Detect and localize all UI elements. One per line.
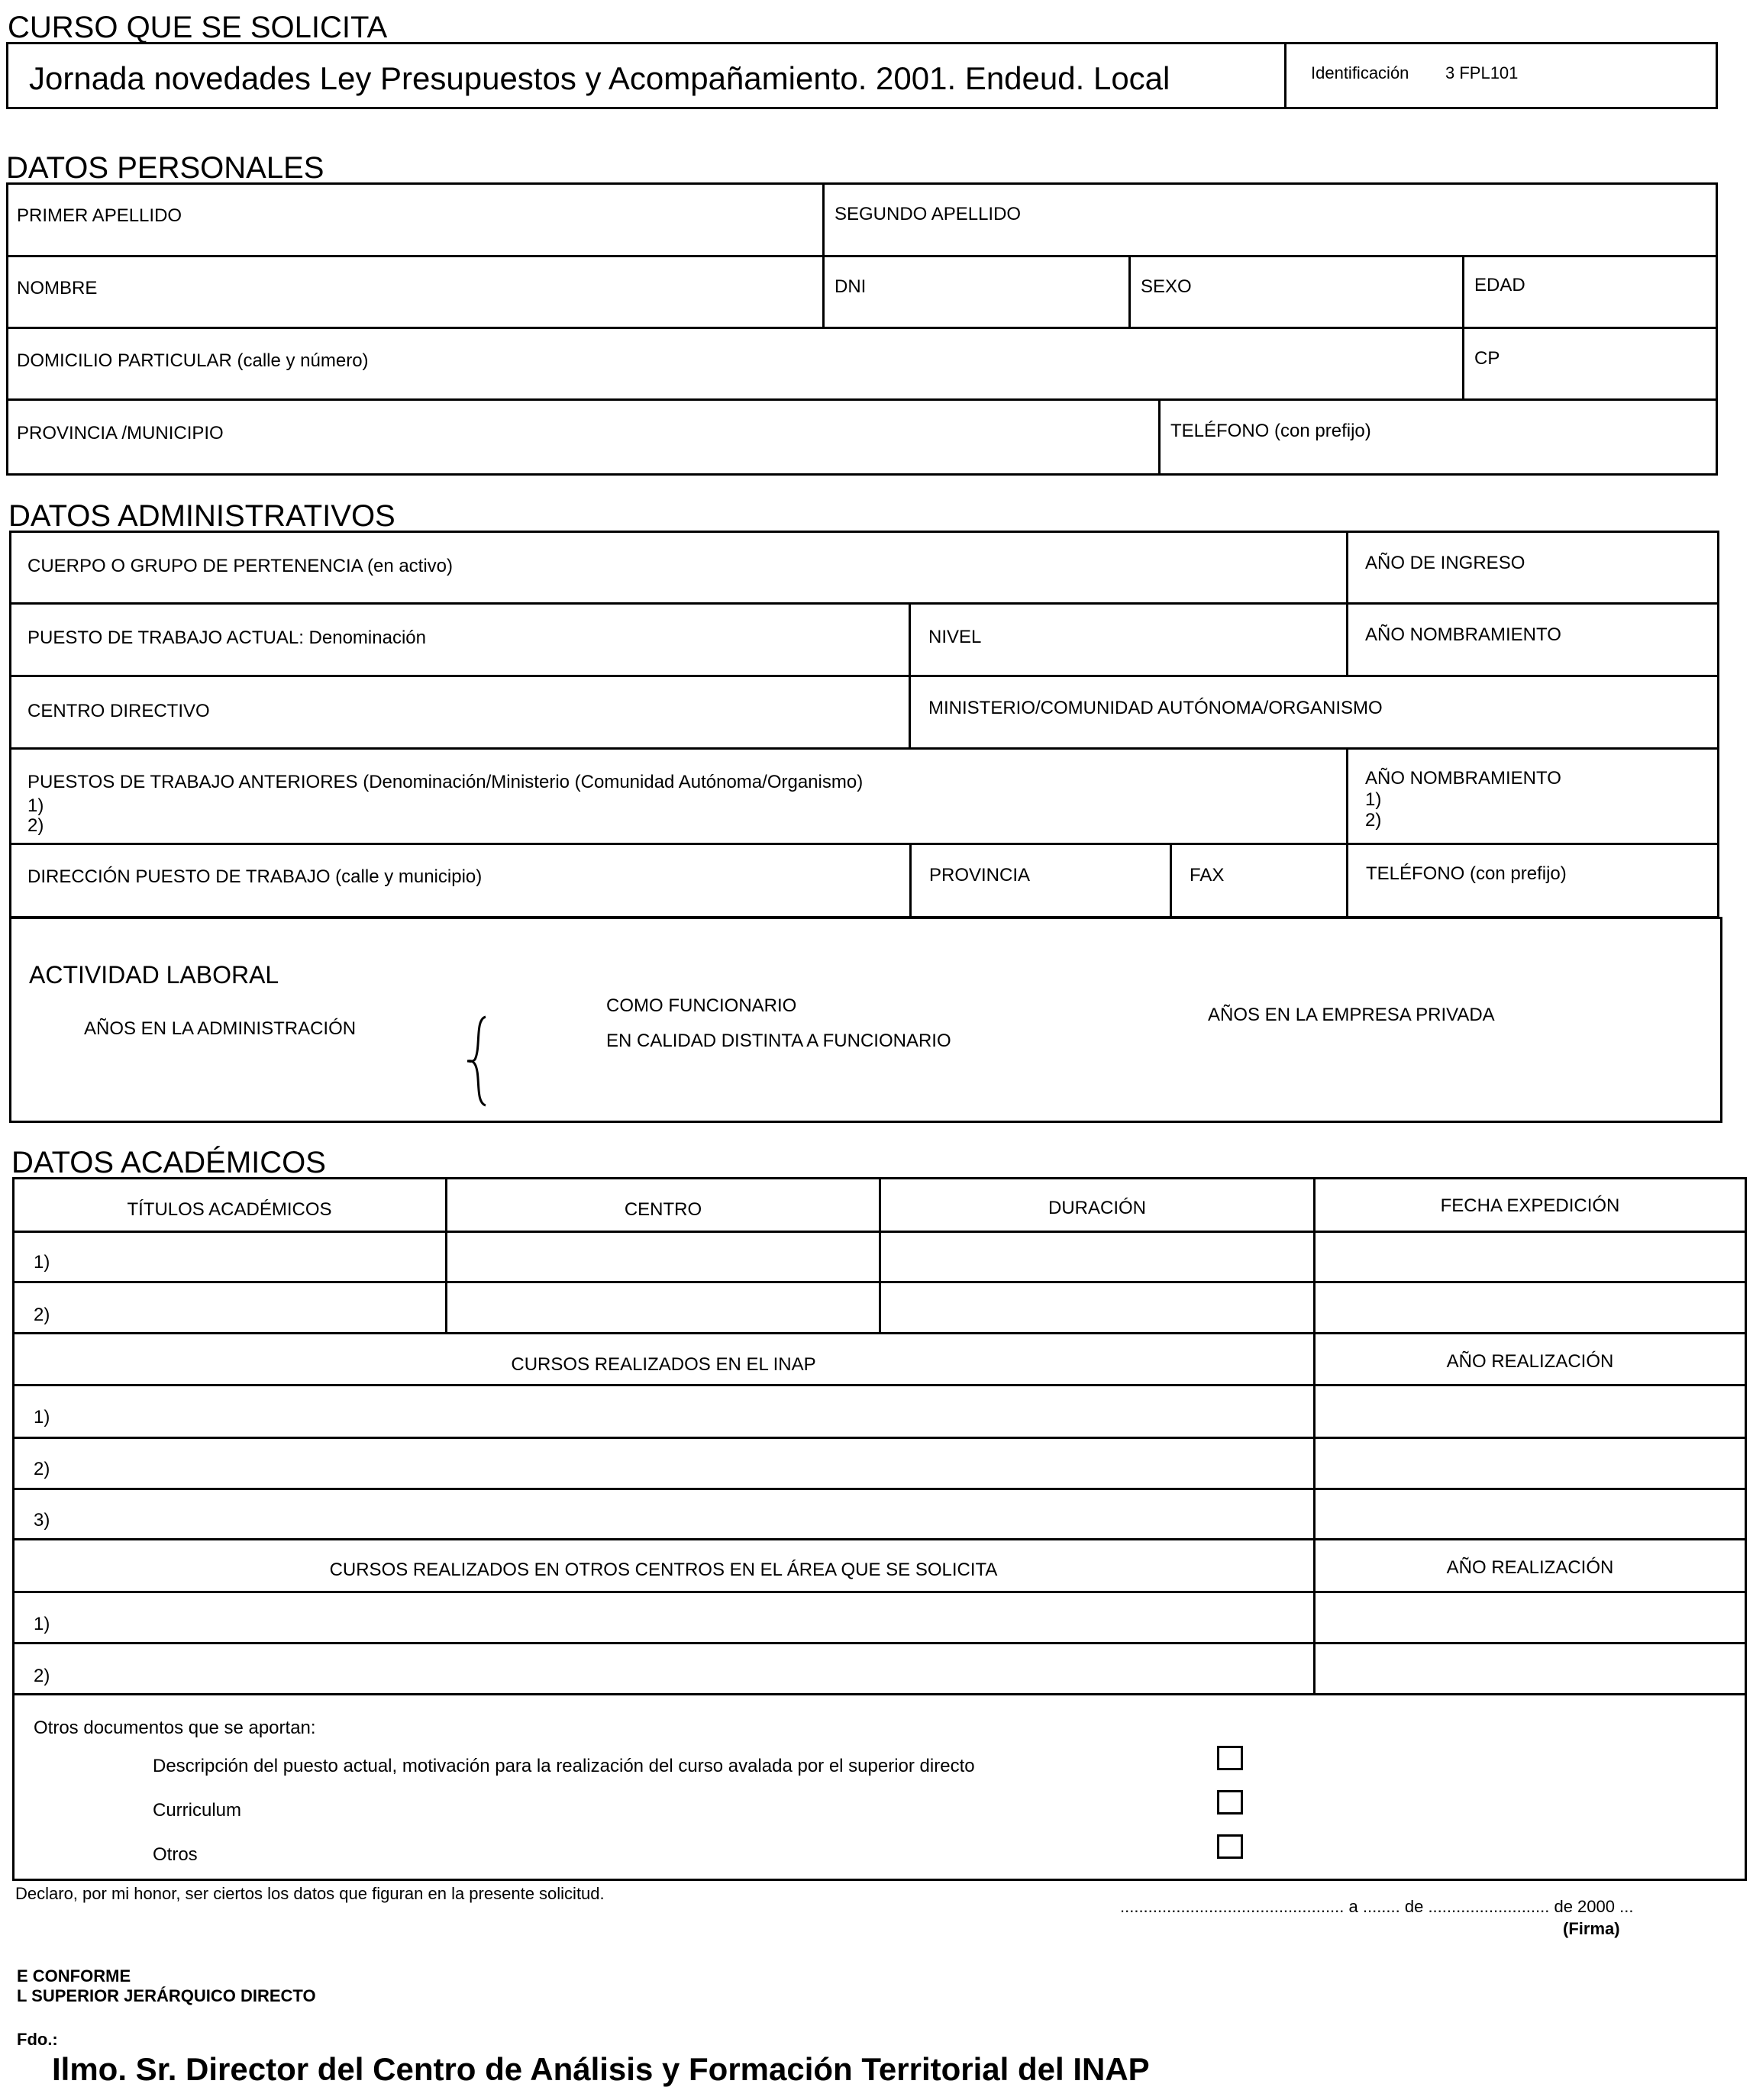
personales-col-line [822, 182, 825, 327]
titulo-row-1[interactable]: 1) [34, 1252, 50, 1273]
admin-col-line [1170, 843, 1172, 918]
admin-col-line [1346, 747, 1348, 918]
acad-row-line [12, 1538, 1747, 1540]
telefono-field[interactable]: TELÉFONO (con prefijo) [1170, 421, 1371, 441]
documento-descripcion-checkbox[interactable] [1217, 1746, 1243, 1770]
firma-label: (Firma) [1563, 1919, 1620, 1938]
personales-col-line [1462, 255, 1464, 400]
personales-col-line [1128, 255, 1131, 327]
curso-divider [1284, 42, 1287, 109]
anio-nombramiento-anteriores-field[interactable]: AÑO NOMBRAMIENTO [1365, 768, 1561, 789]
documento-curriculum-checkbox[interactable] [1217, 1790, 1243, 1815]
puestos-anteriores-item: 1) [27, 795, 44, 816]
acad-row-line [12, 1591, 1747, 1593]
documento-otros-checkbox[interactable] [1217, 1834, 1243, 1859]
segundo-apellido-field[interactable]: SEGUNDO APELLIDO [835, 204, 1022, 224]
cuerpo-grupo-field[interactable]: CUERPO O GRUPO DE PERTENENCIA (en activo) [27, 556, 454, 576]
otros-row-2[interactable]: 2) [34, 1666, 50, 1686]
brace-icon [464, 1015, 495, 1107]
inap-row-1[interactable]: 1) [34, 1407, 50, 1427]
puestos-anteriores-item: 2) [27, 815, 44, 836]
ministerio-field[interactable]: MINISTERIO/COMUNIDAD AUTÓNOMA/ORGANISMO [928, 698, 1383, 718]
fdo-label: Fdo.: [17, 2030, 58, 2049]
anio-ingreso-field[interactable]: AÑO DE INGRESO [1365, 553, 1525, 573]
inap-row-3[interactable]: 3) [34, 1510, 50, 1531]
documento-otros-label: Otros [153, 1844, 198, 1865]
curso-title: Jornada novedades Ley Presupuestos y Acompañamiento. 2001. Endeud. Local [29, 60, 1170, 96]
personales-row-line-2 [6, 327, 1718, 329]
admin-row-line-2 [9, 675, 1719, 677]
destinatario-text: Ilmo. Sr. Director del Centro de Análisis y Formación Territorial del INAP [52, 2051, 1150, 2087]
primer-apellido-field[interactable]: PRIMER APELLIDO [17, 205, 182, 226]
admin-row-line-4 [9, 843, 1719, 845]
calidad-distinta-field[interactable]: EN CALIDAD DISTINTA A FUNCIONARIO [606, 1031, 951, 1051]
anios-administracion-field[interactable]: AÑOS EN LA ADMINISTRACIÓN [84, 1018, 357, 1039]
identificacion-value: 3 FPL101 [1445, 63, 1519, 82]
acad-row-line [12, 1437, 1747, 1439]
sexo-field[interactable]: SEXO [1141, 276, 1192, 297]
personales-row-line-1 [6, 255, 1718, 257]
acad-col-line [1313, 1177, 1316, 1693]
titulos-header: TÍTULOS ACADÉMICOS [127, 1199, 332, 1220]
admin-col-line [909, 843, 912, 918]
anio-nombramiento-item: 2) [1365, 810, 1382, 831]
puesto-actual-field[interactable]: PUESTO DE TRABAJO ACTUAL: Denominación [27, 627, 426, 648]
identificacion-label: Identificación [1311, 63, 1409, 82]
declaracion-text: Declaro, por mi honor, ser ciertos los datos que figuran en la presente solicitud. [15, 1884, 605, 1903]
personales-col-line [1158, 398, 1161, 476]
inap-anio-header: AÑO REALIZACIÓN [1446, 1351, 1614, 1372]
acad-row-line [12, 1384, 1747, 1386]
acad-row-line [12, 1488, 1747, 1490]
centro-header: CENTRO [624, 1199, 702, 1220]
admin-row-line-1 [9, 602, 1719, 605]
puestos-anteriores-field[interactable]: PUESTOS DE TRABAJO ANTERIORES (Denominación/Ministerio (Comunidad Autónoma/Organismo) [27, 772, 864, 792]
otros-documentos-label: Otros documentos que se aportan: [34, 1718, 316, 1738]
conforme-line-2: L SUPERIOR JERÁRQUICO DIRECTO [17, 1986, 316, 2005]
nombre-field[interactable]: NOMBRE [17, 278, 98, 298]
telefono-admin-field[interactable]: TELÉFONO (con prefijo) [1366, 863, 1567, 884]
admin-col-line [1346, 531, 1348, 677]
inap-row-2[interactable]: 2) [34, 1459, 50, 1479]
otros-anio-header: AÑO REALIZACIÓN [1446, 1557, 1614, 1578]
domicilio-field[interactable]: DOMICILIO PARTICULAR (calle y número) [17, 350, 369, 371]
curso-heading: CURSO QUE SE SOLICITA [8, 11, 388, 44]
fecha-expedicion-header: FECHA EXPEDICIÓN [1440, 1195, 1620, 1216]
cursos-otros-header: CURSOS REALIZADOS EN OTROS CENTROS EN EL ÁREA QUE SE SOLICITA [329, 1560, 998, 1580]
fecha-lugar-line[interactable]: ................................................ a ........ de .......................... de 2000 ... [1120, 1897, 1634, 1916]
anio-nombramiento-field[interactable]: AÑO NOMBRAMIENTO [1365, 624, 1561, 645]
acad-row-line [12, 1642, 1747, 1644]
admin-row-line-3 [9, 747, 1719, 750]
provincia-admin-field[interactable]: PROVINCIA [929, 865, 1031, 885]
centro-directivo-field[interactable]: CENTRO DIRECTIVO [27, 701, 210, 721]
fax-field[interactable]: FAX [1190, 865, 1225, 885]
actividad-laboral-heading: ACTIVIDAD LABORAL [29, 961, 279, 989]
nivel-field[interactable]: NIVEL [928, 627, 982, 647]
empresa-privada-field[interactable]: AÑOS EN LA EMPRESA PRIVADA [1208, 1005, 1495, 1025]
conforme-line-1: E CONFORME [17, 1966, 131, 1985]
anio-nombramiento-item: 1) [1365, 789, 1382, 810]
administrativos-table [9, 531, 1719, 918]
otros-row-1[interactable]: 1) [34, 1614, 50, 1634]
duracion-header: DURACIÓN [1048, 1198, 1146, 1218]
documento-descripcion-label: Descripción del puesto actual, motivación para la realización del curso avalada por el superior directo [153, 1756, 975, 1776]
cp-field[interactable]: CP [1474, 348, 1500, 369]
edad-field[interactable]: EDAD [1474, 275, 1525, 295]
cursos-inap-header: CURSOS REALIZADOS EN EL INAP [511, 1354, 816, 1375]
direccion-puesto-field[interactable]: DIRECCIÓN PUESTO DE TRABAJO (calle y municipio) [27, 866, 483, 887]
personales-row-line-3 [6, 398, 1718, 401]
titulo-row-2[interactable]: 2) [34, 1305, 50, 1325]
provincia-municipio-field[interactable]: PROVINCIA /MUNICIPIO [17, 423, 224, 444]
admin-col-line [909, 602, 911, 749]
dni-field[interactable]: DNI [835, 276, 867, 297]
personales-table [6, 182, 1718, 476]
documento-curriculum-label: Curriculum [153, 1800, 242, 1821]
como-funcionario-field[interactable]: COMO FUNCIONARIO [606, 995, 797, 1016]
academicos-heading: DATOS ACADÉMICOS [11, 1146, 326, 1179]
administrativos-heading: DATOS ADMINISTRATIVOS [8, 499, 395, 533]
acad-row-line [12, 1693, 1747, 1695]
personales-heading: DATOS PERSONALES [6, 151, 324, 185]
